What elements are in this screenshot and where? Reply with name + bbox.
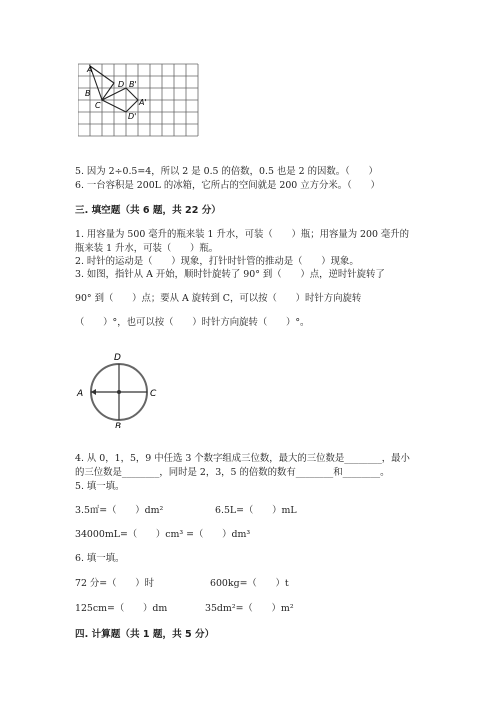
grid-figure (78, 63, 208, 141)
fill-q5-row2: 34000mL=（ ）cm³ =（ ）dm³ (75, 529, 251, 540)
label-b: B (85, 89, 91, 98)
fill-q3-line2: 90° 到（ ）点；要从 A 旋转到 C，可以按（ ）时针方向旋转 (75, 293, 362, 304)
label-a: A (87, 65, 93, 74)
fill-q2: 2. 时针的运动是（ ）现象，打针时针管的推动是（ ）现象。 (75, 256, 359, 267)
fill-q3-line1: 3. 如图，指针从 A 开始，顺时针旋转了 90° 到（ ）点，逆时针旋转了 (75, 269, 385, 280)
fill-q5-row1-left: 3.5㎡=（ ）dm² (75, 505, 164, 516)
question-5: 5. 因为 2÷0.5=4，所以 2 是 0.5 的倍数，0.5 也是 2 的因数。（ ） (75, 166, 378, 177)
fill-q6-row2-right: 35dm²=（ ）m² (205, 603, 294, 614)
fill-q1-line1: 1. 用容量为 500 毫升的瓶来装 1 升水，可装（ ）瓶；用容量为 200 毫升的 (75, 229, 410, 240)
rotation-circle-figure (74, 348, 164, 428)
circle-label-b: B (115, 422, 122, 428)
label-b-prime: B' (129, 80, 137, 89)
fill-q5-title: 5. 填一填。 (75, 481, 125, 492)
fill-q3-line3: （ ）°，也可以按（ ）时针方向旋转（ ）°。 (75, 317, 310, 328)
label-a-prime: A' (139, 98, 147, 107)
fill-q6-row1-left: 72 分=（ ）时 (75, 578, 155, 589)
circle-label-c: C (150, 389, 157, 399)
fill-q4-line1: 4. 从 0，1，5，9 中任选 3 个数字组成三位数，最大的三位数是________，最小 (75, 453, 410, 464)
fill-q6-row1-right: 600kg=（ ）t (210, 578, 289, 589)
fill-q5-row1-right: 6.5L=（ ）mL (215, 505, 297, 516)
label-c: C (95, 101, 101, 110)
question-6: 6. 一台容积是 200L 的冰箱，它所占的空间就是 200 立方分米。（ ） (75, 180, 380, 191)
label-d: D (118, 80, 125, 89)
fill-q6-row2-left: 125cm=（ ）dm (75, 603, 168, 614)
circle-label-a: A (77, 389, 84, 399)
circle-label-d: D (114, 353, 121, 363)
fill-q6-title: 6. 填一填。 (75, 553, 125, 564)
section-3-heading: 三. 填空题（共 6 题，共 22 分） (75, 205, 221, 216)
fill-q4-line2: 的三位数是________，同时是 2，3，5 的倍数的数有________和________。 (75, 467, 390, 478)
fill-q1-line2: 瓶来装 1 升水，可装（ ）瓶。 (75, 243, 219, 254)
label-d-prime: D' (128, 112, 137, 121)
section-4-heading: 四. 计算题（共 1 题，共 5 分） (75, 629, 215, 640)
